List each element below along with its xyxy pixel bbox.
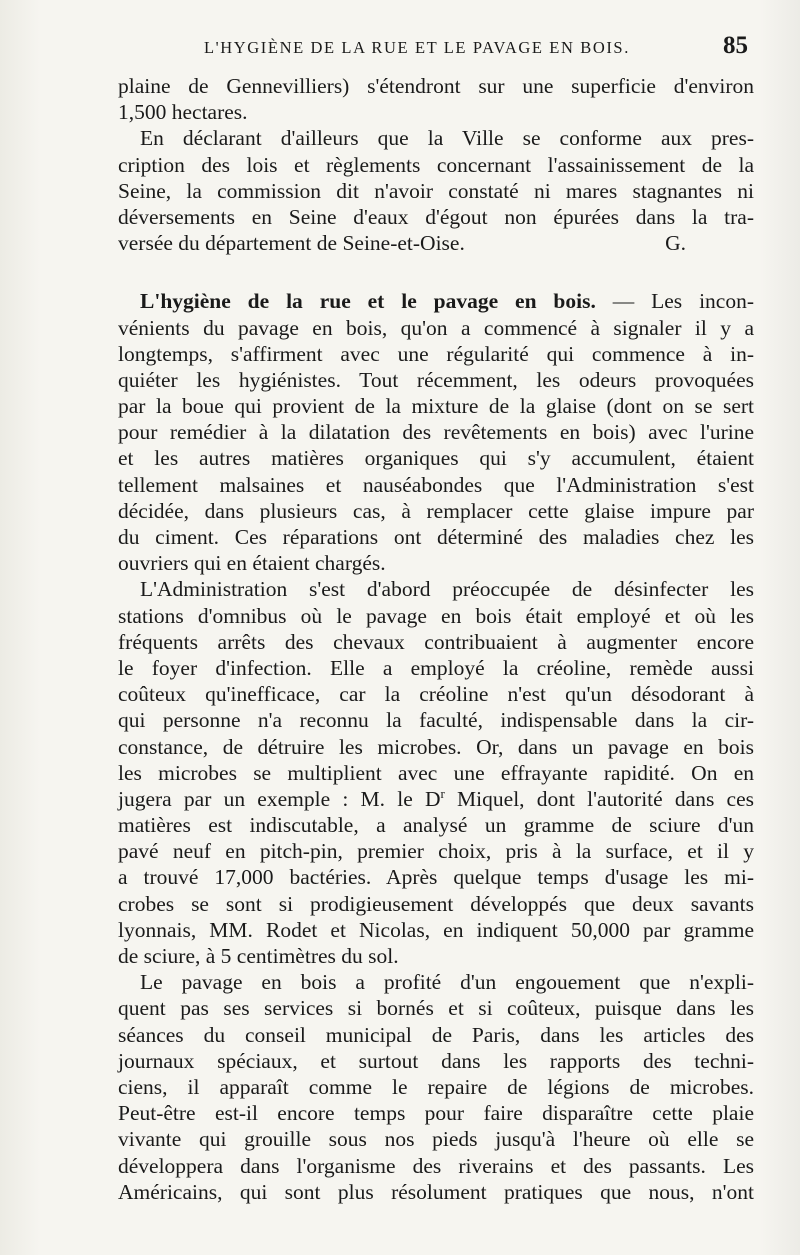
text-line: vénients du pavage en bois, qu'on a commencé à signaler il y a: [118, 315, 754, 340]
text-line: Le pavage en bois a profité d'un engouement que n'expli-: [140, 970, 754, 995]
text-line: vivante qui grouille sous nos pieds jusqu'à l'heure où elle se: [118, 1127, 754, 1152]
text-fragment: jugera par un exemple : M. le D: [118, 786, 441, 811]
text-line: tellement malsaines et nauséabondes que l'Administration s'est: [118, 472, 754, 497]
superscript: r: [440, 785, 445, 801]
text-line: quent pas ses services si bornés et si coûteux, puisque dans les: [118, 996, 754, 1021]
text-line: quiéter les hygiénistes. Tout récemment, les odeurs provoquées: [118, 367, 754, 392]
text-line: journaux spéciaux, et surtout dans les rapports des techni-: [118, 1048, 754, 1073]
text-line: 1,500 hectares.: [118, 100, 248, 125]
running-title: L'HYGIÈNE DE LA RUE ET LE PAVAGE EN BOIS.: [204, 38, 630, 57]
section-title: L'hygiène de la rue et le pavage en bois.: [140, 289, 596, 314]
paragraph: [118, 73, 754, 125]
text-line: de sciure, à 5 centimètres du sol.: [118, 944, 399, 968]
text-line: crobes se sont si prodigieusement développés que deux savants: [118, 891, 754, 916]
text-line-with-superscript: [118, 786, 754, 812]
text-line: Américains, qui sont plus résolument pratiques que nous, n'ont: [118, 1179, 754, 1204]
text-line: par la boue qui provient de la mixture de la glaise (dont on se sert: [118, 394, 754, 419]
page-header: [118, 32, 758, 68]
text-line: fréquents arrêts des chevaux contribuaient à augmenter encore: [118, 629, 754, 654]
text-line: les microbes se multiplient avec une effrayante rapidité. On en: [118, 760, 754, 785]
text-line: a trouvé 17,000 bactéries. Après quelque temps d'usage les mi-: [118, 865, 754, 890]
text-line: L'Administration s'est d'abord préoccupée de désinfecter les: [140, 577, 754, 602]
text-fragment: Miquel, dont l'autorité dans ces: [444, 786, 754, 811]
text-line: coûteux qu'inefficace, car la créoline n'est qu'un désodorant à: [118, 682, 754, 707]
text-line: pavé neuf en pitch-pin, premier choix, pris à la surface, et il y: [118, 839, 754, 864]
text-line: En déclarant d'ailleurs que la Ville se conforme aux pres-: [140, 126, 754, 151]
paragraph: [118, 125, 754, 256]
text-line: constance, de détruire les microbes. Or, dans un pavage en bois: [118, 734, 754, 759]
paragraph: [118, 969, 754, 1205]
text-line: Peut-être est-il encore temps pour faire disparaître cette plaie: [118, 1101, 754, 1126]
text-line: ouvriers qui en étaient chargés.: [118, 551, 386, 576]
text-line: plaine de Gennevilliers) s'étendront sur une superficie d'environ: [118, 74, 754, 98]
text-line: stations d'omnibus où le pavage en bois était employé et où les: [118, 603, 754, 628]
text-fragment: — Les incon-: [595, 289, 754, 314]
page-number: 85: [723, 32, 748, 59]
paragraph: [118, 288, 754, 576]
paragraph: [118, 576, 754, 969]
text-line: longtemps, s'affirment avec une régularité qui commence à in-: [118, 341, 754, 366]
text-line: Seine, la commission dit n'avoir constaté ni mares stagnantes ni: [118, 178, 754, 203]
text-line: le foyer d'infection. Elle a employé la créoline, remède aussi: [118, 655, 754, 680]
text-line: lyonnais, MM. Rodet et Nicolas, en indiquent 50,000 par gramme: [118, 917, 754, 942]
text-line: déversements en Seine d'eaux d'égout non épurées dans la tra-: [118, 204, 754, 229]
text-line: du ciment. Ces réparations ont déterminé des maladies chez les: [118, 525, 754, 549]
section-gap: [118, 256, 754, 288]
text-line: versée du département de Seine-et-Oise.: [118, 231, 465, 256]
author-signature: G.: [665, 231, 686, 256]
text-line: ciens, il apparaît comme le repaire de légions de microbes.: [118, 1074, 754, 1099]
text-line: développera dans l'organisme des riverains et des passants. Les: [118, 1153, 754, 1178]
text-line: pour remédier à la dilatation des revêtements en bois) avec l'urine: [118, 420, 754, 445]
text-line-with-signature: [118, 230, 754, 256]
text-line: séances du conseil municipal de Paris, dans les articles des: [118, 1022, 754, 1047]
text-line: qui personne n'a reconnu la faculté, indispensable dans la cir-: [118, 708, 754, 733]
body-text: [118, 73, 754, 1205]
text-line: matières est indiscutable, a analysé un gramme de sciure d'un: [118, 813, 754, 838]
text-line: et les autres matières organiques qui s'y accumulent, étaient: [118, 446, 754, 471]
text-line: cription des lois et règlements concernant l'assainissement de la: [118, 152, 754, 177]
text-line: décidée, dans plusieurs cas, à remplacer cette glaise impure par: [118, 498, 754, 523]
section-heading-line: [118, 288, 754, 314]
